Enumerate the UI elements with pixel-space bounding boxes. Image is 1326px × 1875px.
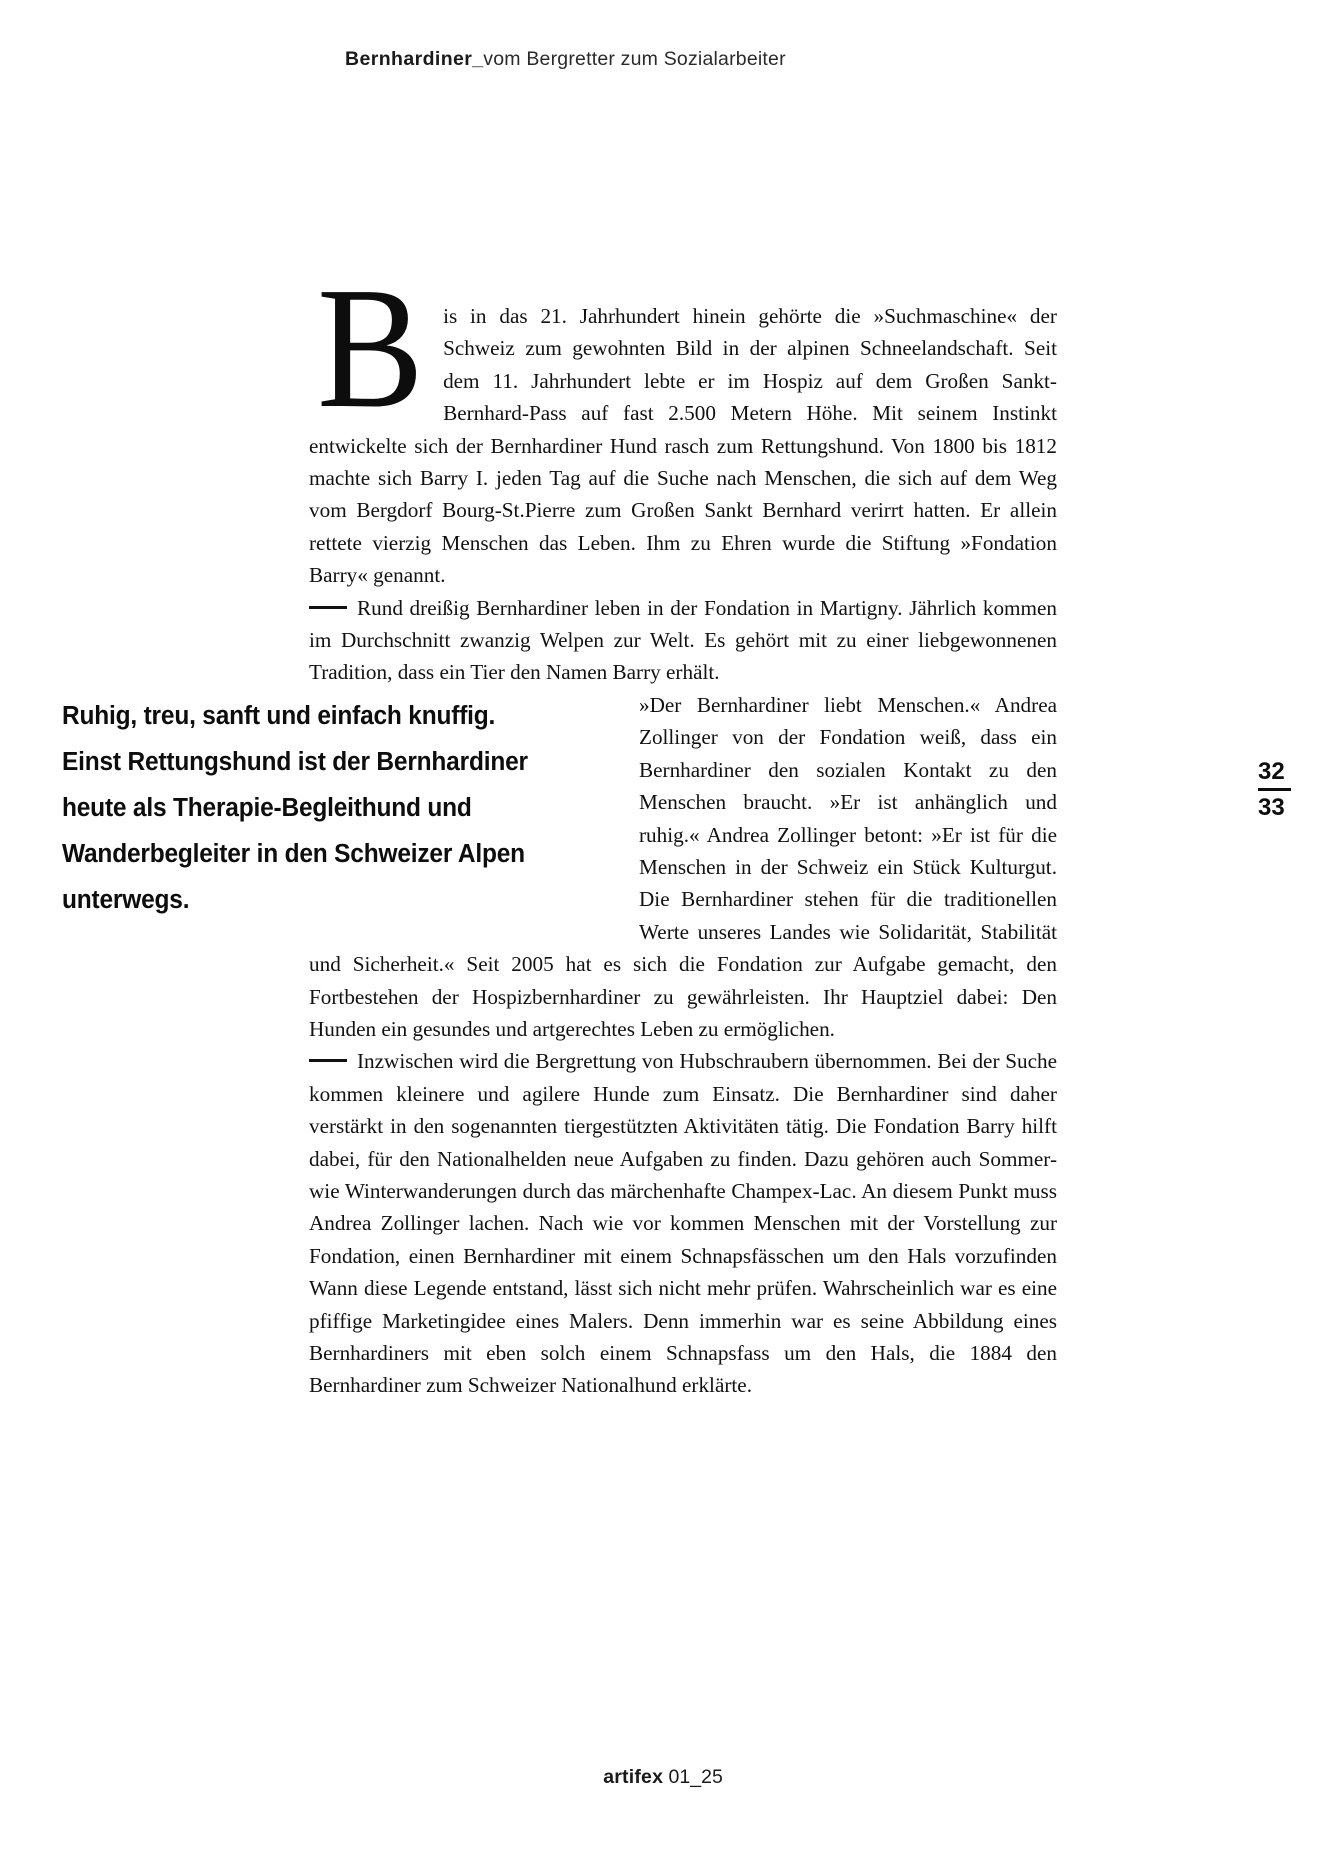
paragraph-bergrettung-text: Inzwischen wird die Bergrettung von Hubschraubern übernommen. Bei der Suche kommen kleinere und agilere Hunde zum Einsatz. Die Bernhardiner sind daher verstärkt in den sogenannten tiergestützten Aktivitäten tätig. Die Fondation Barry hilft dabei, für den Nationalhelden neue Aufgaben zu finden. Dazu gehören auch Sommer- wie Winterwanderungen durch das märchenhafte Champex-Lac. An diesem Punkt muss Andrea Zollinger lachen. Nach wie vor kommen Menschen mit der Vorstellung zur Fondation, einen Bernhardiner mit einem Schnapsfässchen um den Hals vorzufinden Wann diese Legende entstand, lässt sich nicht mehr prüfen. Wahrscheinlich war es eine pfiffige Marketingidee eines Malers. Denn immerhin war es seine Abbildung eines Bernhardiners mit eben solch einem Schnapsfass um den Hals, die 1884 den Bernhardiner zum Schweizer Nationalhund erklärte. [309, 1049, 1057, 1398]
page-folio [1258, 757, 1291, 823]
paragraph-zollinger-text: »Der Bernhardiner liebt Menschen.« Andrea Zollinger von der Fondation weiß, dass ein Bernhardiner den sozialen Kontakt zu den Menschen braucht. »Er ist anhänglich und ruhig.« Andrea Zollinger betont: »Er ist für die Menschen in der Schweiz ein Stück Kulturgut. Die Bernhardiner stehen für die traditionellen Werte unseres Landes wie Solidarität, Stabilität und Sicherheit.« Seit 2005 hat es sich die Fondation zur Aufgabe gemacht, den Fortbestehen der Hospizbernhardiner zu gewährleisten. Ihr Hauptziel dabei: Den Hunden ein gesundes und artgerechtes Leben zu ermöglichen. [309, 692, 1057, 1041]
running-header-subtitle: vom Bergretter zum Sozialarbeiter [483, 48, 786, 70]
pull-quote-line: Ruhig, treu, sanft und einfach knuffig. [62, 702, 496, 730]
paragraph-intro-text: is in das 21. Jahrhundert hinein gehörte die »Suchmaschine« der Schweiz zum gewohnten Bild in der alpinen Schneelandschaft. Seit dem 11. Jahrhundert lebte er im Hospiz auf dem Großen Sankt-Bernhard-Pass auf fast 2.500 Metern Höhe. Mit seinem Instinkt entwickelte sich der Bernhardiner Hund rasch zum Rettungshund. Von 1800 bis 1812 machte sich Barry I. jeden Tag auf die Suche nach Menschen, die sich auf dem Weg vom Bergdorf Bourg-St.Pierre zum Großen Sankt Bernhard verirrt hatten. Er allein rettete vierzig Menschen das Leben. Ihm zu Ehren wurde die Stiftung »Fondation Barry« genannt. [309, 304, 1057, 588]
pull-quote-line: Einst Rettungshund ist der Bernhardiner [62, 748, 528, 776]
paragraph-fondation [309, 592, 1057, 689]
running-header-title: Bernhardiner [345, 48, 473, 70]
running-header [345, 48, 786, 71]
folio-right-page: 33 [1258, 794, 1285, 821]
page-footer [0, 1766, 1326, 1789]
pull-quote-line: Wanderbegleiter in den Schweizer Alpen [62, 840, 525, 868]
paragraph-bergrettung [309, 1045, 1057, 1401]
running-header-separator: _ [472, 48, 484, 70]
footer-brand: artifex [603, 1766, 664, 1788]
pull-quote-line: heute als Therapie-Begleithund und [62, 794, 472, 822]
drop-cap: B [317, 251, 424, 444]
paragraph-fondation-text: Rund dreißig Bernhardiner leben in der Fondation in Martigny. Jährlich kommen im Durchschnitt zwanzig Welpen zur Welt. Es gehört mit zu einer liebgewonnenen Tradition, dass ein Tier den Namen Barry erhält. [309, 595, 1057, 685]
paragraph-dash-icon [309, 606, 347, 609]
footer-issue: 01_25 [663, 1766, 723, 1788]
folio-rule [1258, 788, 1291, 791]
paragraph-intro [309, 251, 1057, 592]
pull-quote [62, 693, 619, 923]
paragraph-dash-icon-2 [309, 1059, 347, 1062]
pull-quote-line: unterwegs. [62, 886, 190, 914]
folio-left-page: 32 [1258, 758, 1285, 785]
